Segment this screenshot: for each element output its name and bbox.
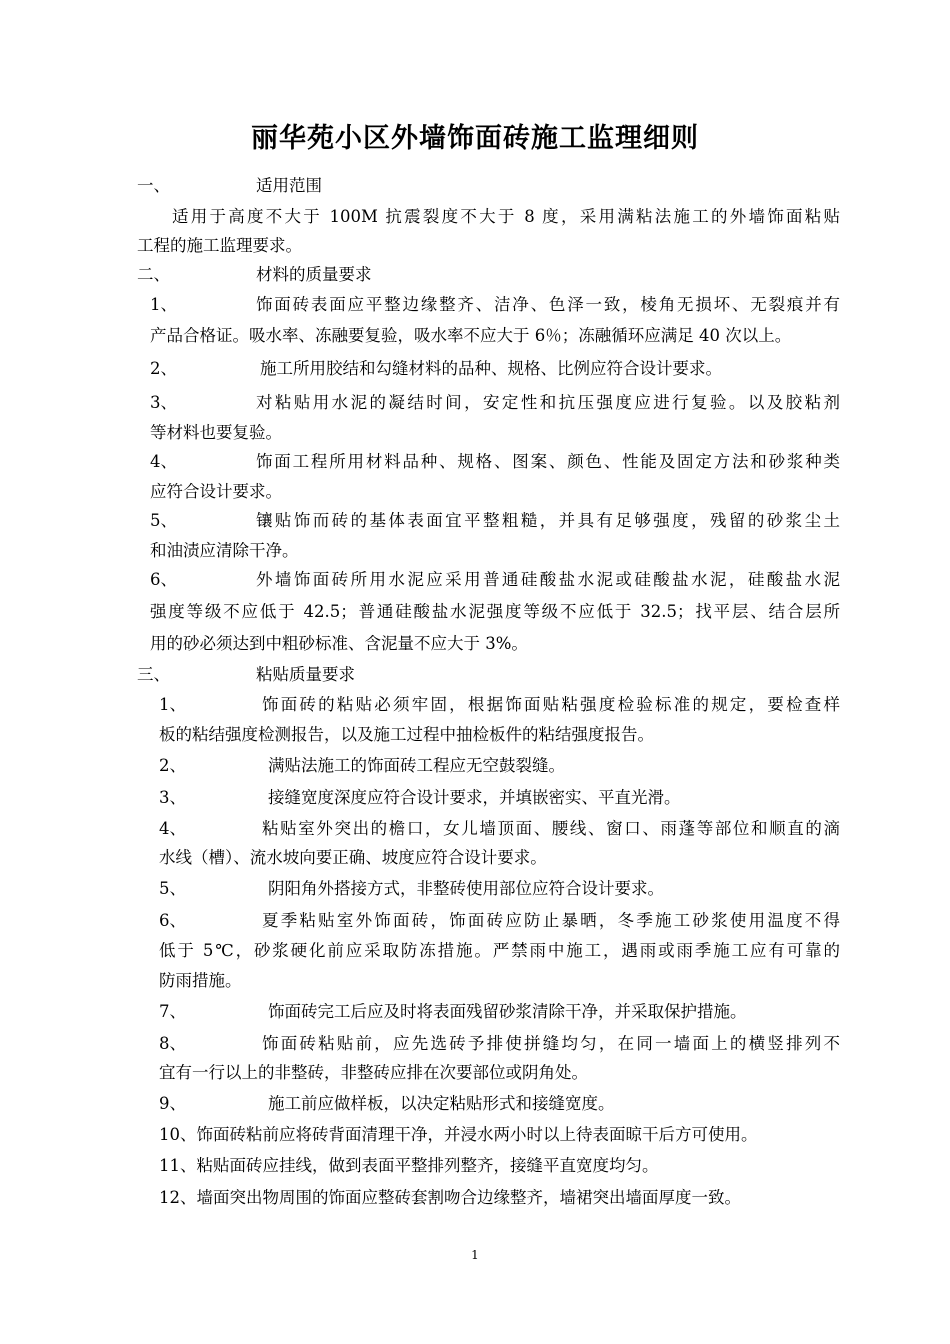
section-1-paragraph-line-2: 工程的施工监理要求。 — [137, 236, 302, 255]
s3-item-10-line-1: 10、饰面砖粘前应将砖背面清理干净，并浸水两小时以上待表面晾干后方可使用。 — [159, 1125, 758, 1144]
s2-item-6-number: 6、 — [150, 570, 177, 589]
section-2-heading: 材料的质量要求 — [256, 265, 372, 284]
s3-item-5-number: 5、 — [159, 879, 186, 898]
s2-item-4-line-1: 饰面工程所用材料品种、规格、图案、颜色、性能及固定方法和砂浆种类 — [256, 452, 840, 471]
s2-item-3-line-1: 对粘贴用水泥的凝结时间，安定性和抗压强度应进行复验。以及胶粘剂 — [256, 393, 840, 412]
s2-item-5-line-1: 镶贴饰而砖的基体表面宜平整粗糙，并具有足够强度，残留的砂浆尘土 — [256, 511, 840, 530]
s3-item-6-line-1: 夏季粘贴室外饰面砖，饰面砖应防止暴晒，冬季施工砂浆使用温度不得 — [262, 911, 840, 930]
s3-item-8-number: 8、 — [159, 1034, 186, 1053]
s3-item-7-line-1: 饰面砖完工后应及时将表面残留砂浆清除干净，并采取保护措施。 — [268, 1002, 747, 1021]
s3-item-3-line-1: 接缝宽度深度应符合设计要求，并填嵌密实、平直光滑。 — [268, 788, 681, 807]
s2-item-1-number: 1、 — [150, 295, 177, 314]
document-title: 丽华苑小区外墙饰面砖施工监理细则 — [251, 123, 699, 154]
s3-item-1-line-2: 板的粘结强度检测报告，以及施工过程中抽检板件的粘结强度报告。 — [159, 725, 654, 744]
s2-item-6-line-3: 用的砂必须达到中粗砂标准、含泥量不应大于 3%。 — [150, 634, 528, 653]
page-number: 1 — [471, 1248, 479, 1262]
s3-item-4-line-2: 水线（槽）、流水坡向要正确、坡度应符合设计要求。 — [159, 848, 547, 867]
s3-item-4-number: 4、 — [159, 819, 186, 838]
s3-item-1-number: 1、 — [159, 695, 186, 714]
s3-item-4-line-1: 粘贴室外突出的檐口，女儿墙顶面、腰线、窗口、雨蓬等部位和顺直的滴 — [262, 819, 840, 838]
s2-item-3-line-2: 等材料也要复验。 — [150, 423, 282, 442]
s3-item-1-line-1: 饰面砖的粘贴必须牢固，根据饰面贴粘强度检验标准的规定，要检查样 — [262, 695, 840, 714]
section-1-number: 一、 — [137, 176, 170, 195]
s3-item-12-line-1: 12、墙面突出物周围的饰面应整砖套割吻合边缘整齐，墙裙突出墙面厚度一致。 — [159, 1188, 741, 1207]
section-3-heading: 粘贴质量要求 — [256, 665, 355, 684]
section-2-number: 二、 — [137, 265, 170, 284]
s3-item-2-number: 2、 — [159, 756, 186, 775]
section-1-heading: 适用范围 — [256, 176, 322, 195]
s2-item-5-line-2: 和油渍应清除干净。 — [150, 541, 299, 560]
s3-item-9-number: 9、 — [159, 1094, 186, 1113]
section-1-paragraph-line-1: 适用于高度不大于 100M 抗震裂度不大于 8 度，采用满粘法施工的外墙饰面粘贴 — [172, 207, 840, 226]
s3-item-9-line-1: 施工前应做样板，以决定粘贴形式和接缝宽度。 — [268, 1094, 615, 1113]
s3-item-2-line-1: 满贴法施工的饰面砖工程应无空鼓裂缝。 — [268, 756, 565, 775]
s3-item-3-number: 3、 — [159, 788, 186, 807]
s3-item-6-line-2: 低于 5℃，砂浆硬化前应采取防冻措施。严禁雨中施工，遇雨或雨季施工应有可靠的 — [159, 941, 840, 960]
s3-item-7-number: 7、 — [159, 1002, 186, 1021]
s3-item-6-number: 6、 — [159, 911, 186, 930]
s3-item-11-line-1: 11、粘贴面砖应挂线，做到表面平整排列整齐，接缝平直宽度均匀。 — [159, 1156, 659, 1175]
s2-item-2-line-1: 施工所用胶结和勾缝材料的品种、规格、比例应符合设计要求。 — [260, 359, 722, 378]
s2-item-6-line-2: 强度等级不应低于 42.5；普通硅酸盐水泥强度等级不应低于 32.5；找平层、结合层所 — [150, 602, 840, 621]
s2-item-6-line-1: 外墙饰面砖所用水泥应采用普通硅酸盐水泥或硅酸盐水泥，硅酸盐水泥 — [256, 570, 840, 589]
s2-item-2-number: 2、 — [150, 359, 177, 378]
s3-item-5-line-1: 阴阳角外搭接方式，非整砖使用部位应符合设计要求。 — [268, 879, 664, 898]
s2-item-1-line-1: 饰面砖表面应平整边缘整齐、洁净、色泽一致，棱角无损坏、无裂痕并有 — [256, 295, 840, 314]
s3-item-8-line-2: 宜有一行以上的非整砖，非整砖应排在次要部位或阴角处。 — [159, 1063, 588, 1082]
s2-item-3-number: 3、 — [150, 393, 177, 412]
section-3-number: 三、 — [137, 665, 170, 684]
s2-item-4-number: 4、 — [150, 452, 177, 471]
s2-item-5-number: 5、 — [150, 511, 177, 530]
s3-item-8-line-1: 饰面砖粘贴前，应先选砖予排使拼缝均匀，在同一墙面上的横竖排列不 — [262, 1034, 840, 1053]
s2-item-4-line-2: 应符合设计要求。 — [150, 482, 282, 501]
s2-item-1-line-2: 产品合格证。吸水率、冻融要复验，吸水率不应大于 6％；冻融循环应满足 40 次以上。 — [150, 326, 792, 345]
s3-item-6-line-3: 防雨措施。 — [159, 971, 242, 990]
